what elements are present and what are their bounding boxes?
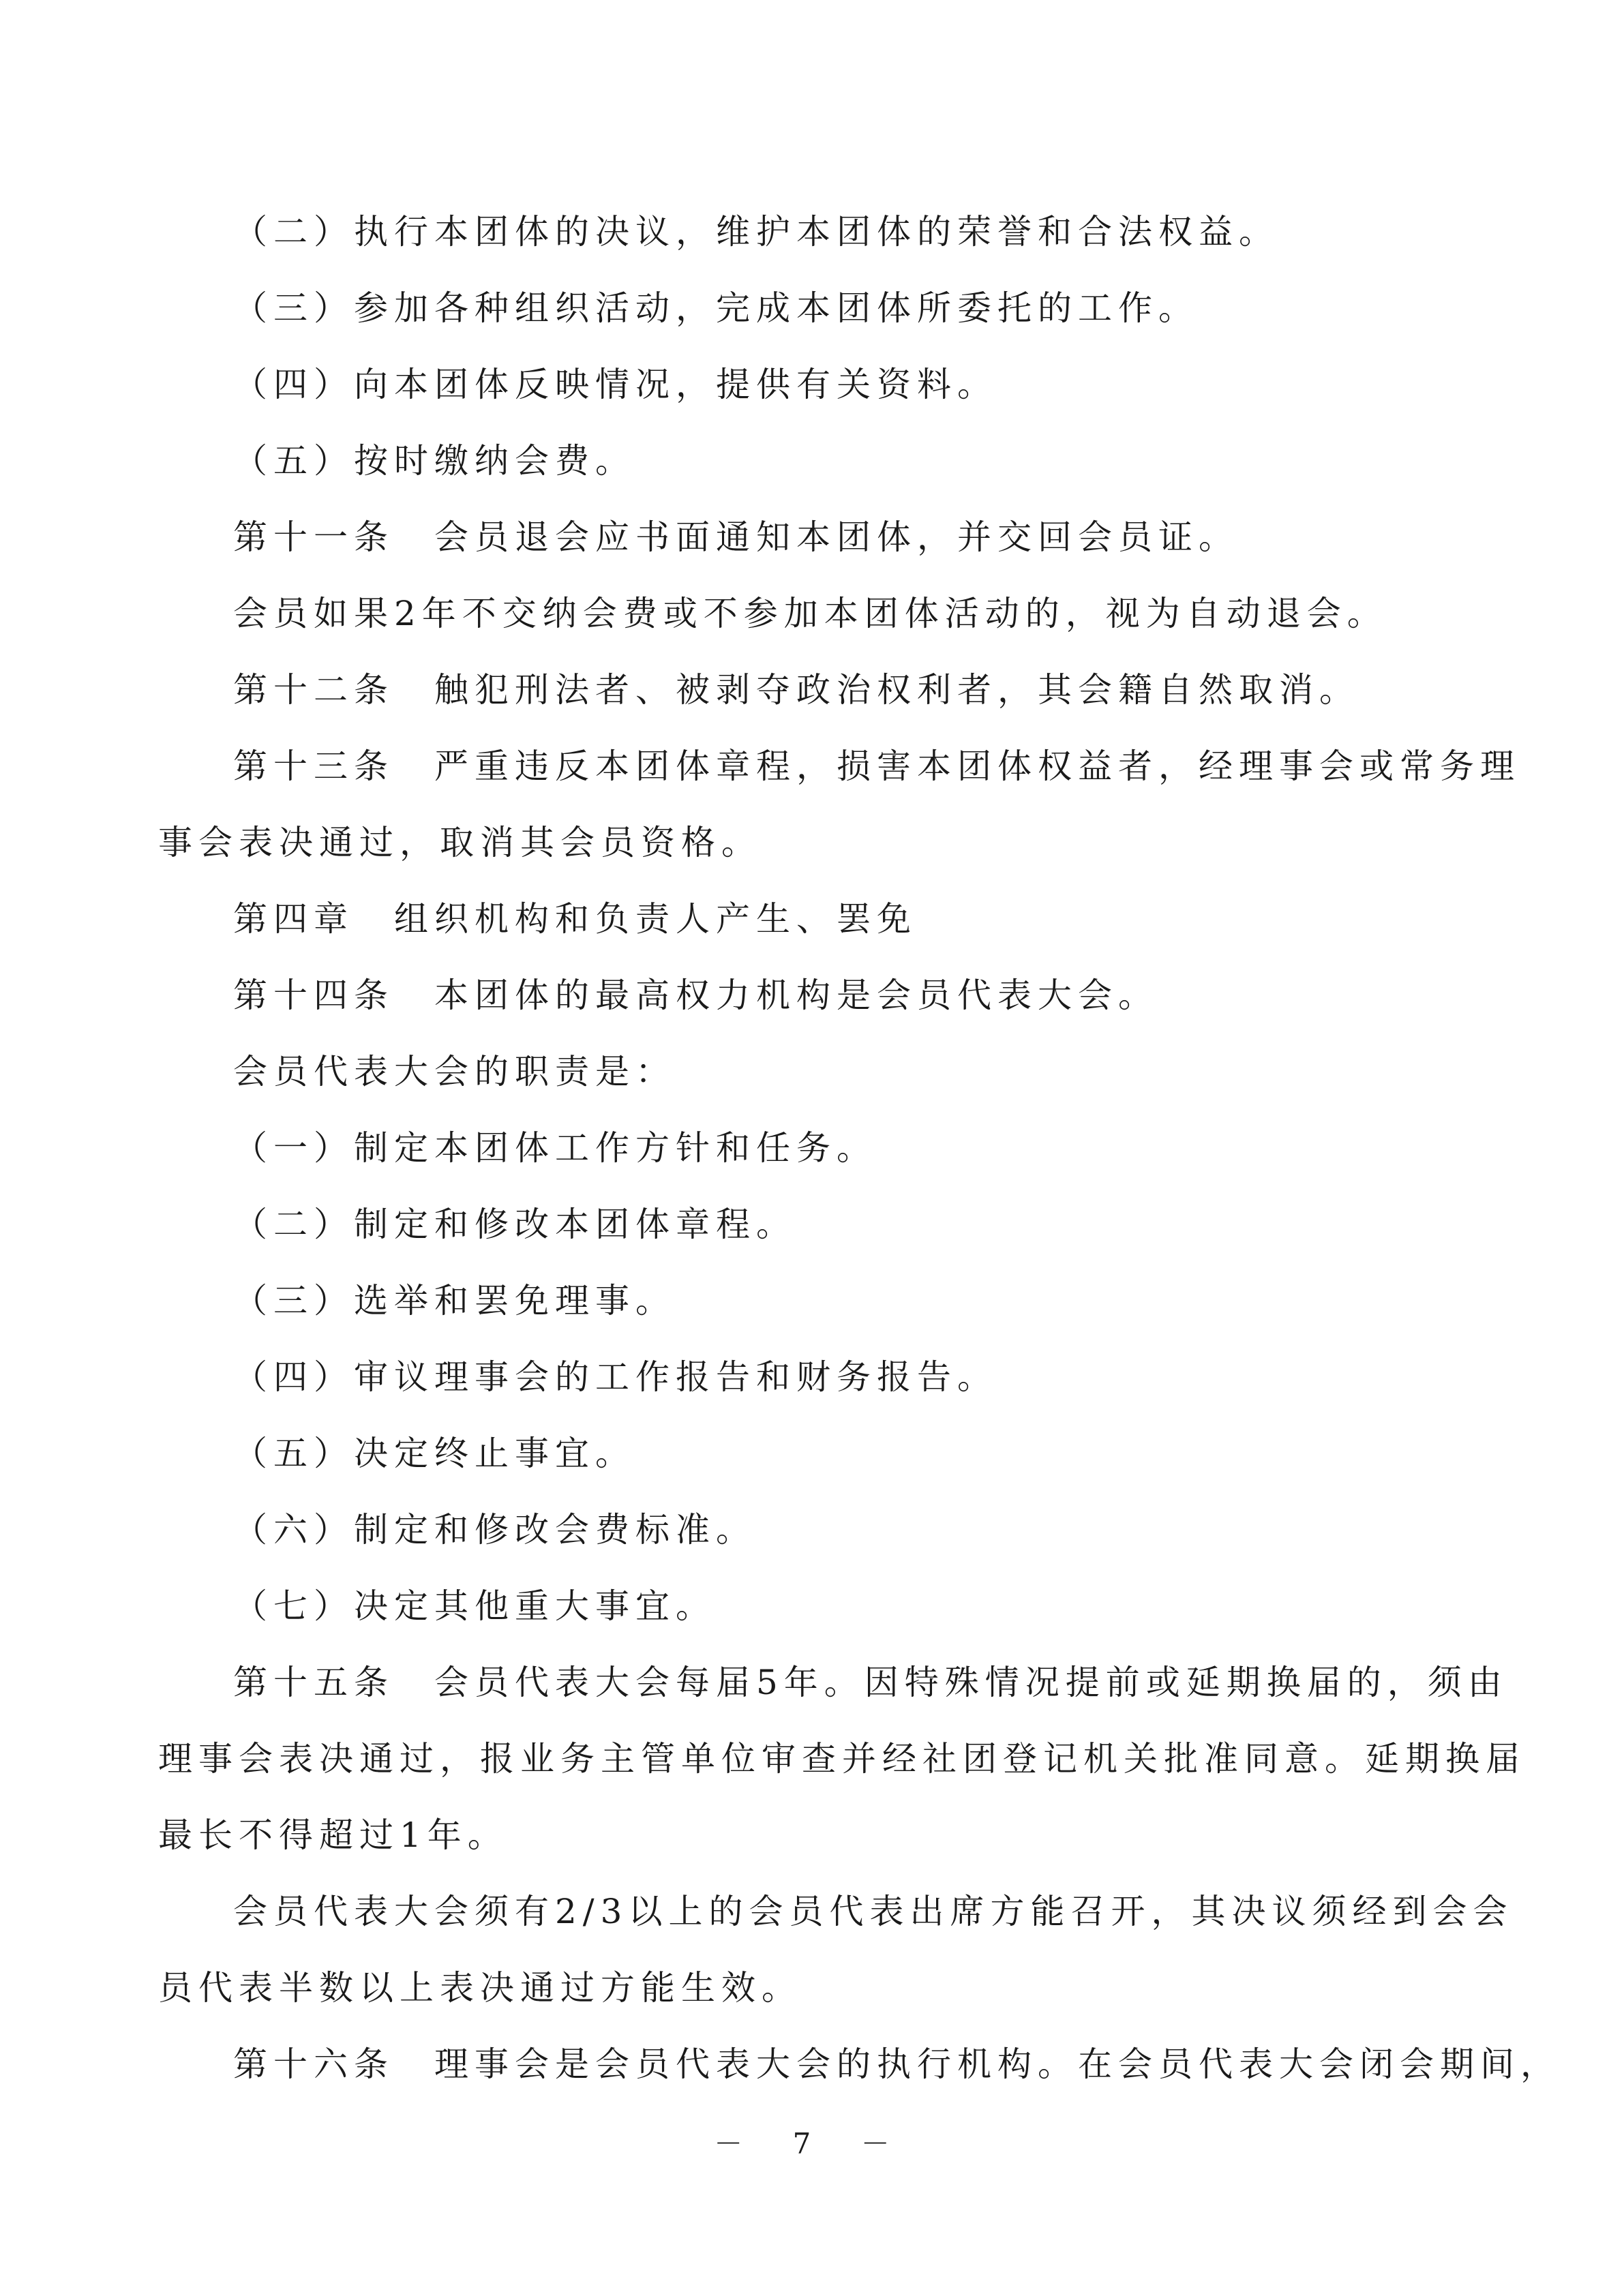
paragraph-line: 会员代表大会须有2/3以上的会员代表出席方能召开，其决议须经到会会 bbox=[233, 1892, 1514, 1931]
paragraph-line: （五）按时缴纳会费。 bbox=[233, 441, 635, 481]
document-body bbox=[158, 194, 1561, 2102]
list-item: （七）决定其他重大事宜。 bbox=[233, 1586, 716, 1626]
paragraph-line: 最长不得超过1年。 bbox=[158, 1815, 508, 1855]
paragraph-line: （三）参加各种组织活动，完成本团体所委托的工作。 bbox=[233, 288, 1199, 328]
paragraph-line: 会员如果2年不交纳会费或不参加本团体活动的，视为自动退会。 bbox=[233, 594, 1387, 633]
list-item: （二）制定和修改本团体章程。 bbox=[233, 1205, 796, 1244]
paragraph-line: （二）执行本团体的决议，维护本团体的荣誉和合法权益。 bbox=[233, 212, 1279, 252]
paragraph-line: 会员代表大会的职责是： bbox=[233, 1052, 676, 1091]
list-item: （六）制定和修改会费标准。 bbox=[233, 1510, 756, 1550]
paragraph-line: 事会表决通过，取消其会员资格。 bbox=[158, 823, 762, 862]
article-12: 第十二条 触犯刑法者、被剥夺政治权利者，其会籍自然取消。 bbox=[233, 670, 1359, 710]
chapter-4-heading: 第四章 组织机构和负责人产生、罢免 bbox=[233, 899, 917, 939]
article-11: 第十一条 会员退会应书面通知本团体，并交回会员证。 bbox=[233, 517, 1239, 557]
paragraph-line: （四）向本团体反映情况，提供有关资料。 bbox=[233, 365, 997, 404]
list-item: （五）决定终止事宜。 bbox=[233, 1434, 635, 1473]
article-15: 第十五条 会员代表大会每届5年。因特殊情况提前或延期换届的，须由 bbox=[233, 1663, 1508, 1702]
list-item: （三）选举和罢免理事。 bbox=[233, 1281, 676, 1320]
article-16: 第十六条 理事会是会员代表大会的执行机构。在会员代表大会闭会期间， bbox=[233, 2044, 1561, 2084]
page-number: － 7 － bbox=[714, 2127, 910, 2160]
list-item: （一）制定本团体工作方针和任务。 bbox=[233, 1128, 877, 1168]
article-13: 第十三条 严重违反本团体章程，损害本团体权益者，经理事会或常务理 bbox=[233, 746, 1520, 786]
paragraph-line: 员代表半数以上表决通过方能生效。 bbox=[158, 1968, 802, 2008]
list-item: （四）审议理事会的工作报告和财务报告。 bbox=[233, 1357, 997, 1397]
paragraph-line: 理事会表决通过，报业务主管单位审查并经社团登记机关批准同意。延期换届 bbox=[158, 1739, 1526, 1779]
article-14: 第十四条 本团体的最高权力机构是会员代表大会。 bbox=[233, 976, 1158, 1015]
